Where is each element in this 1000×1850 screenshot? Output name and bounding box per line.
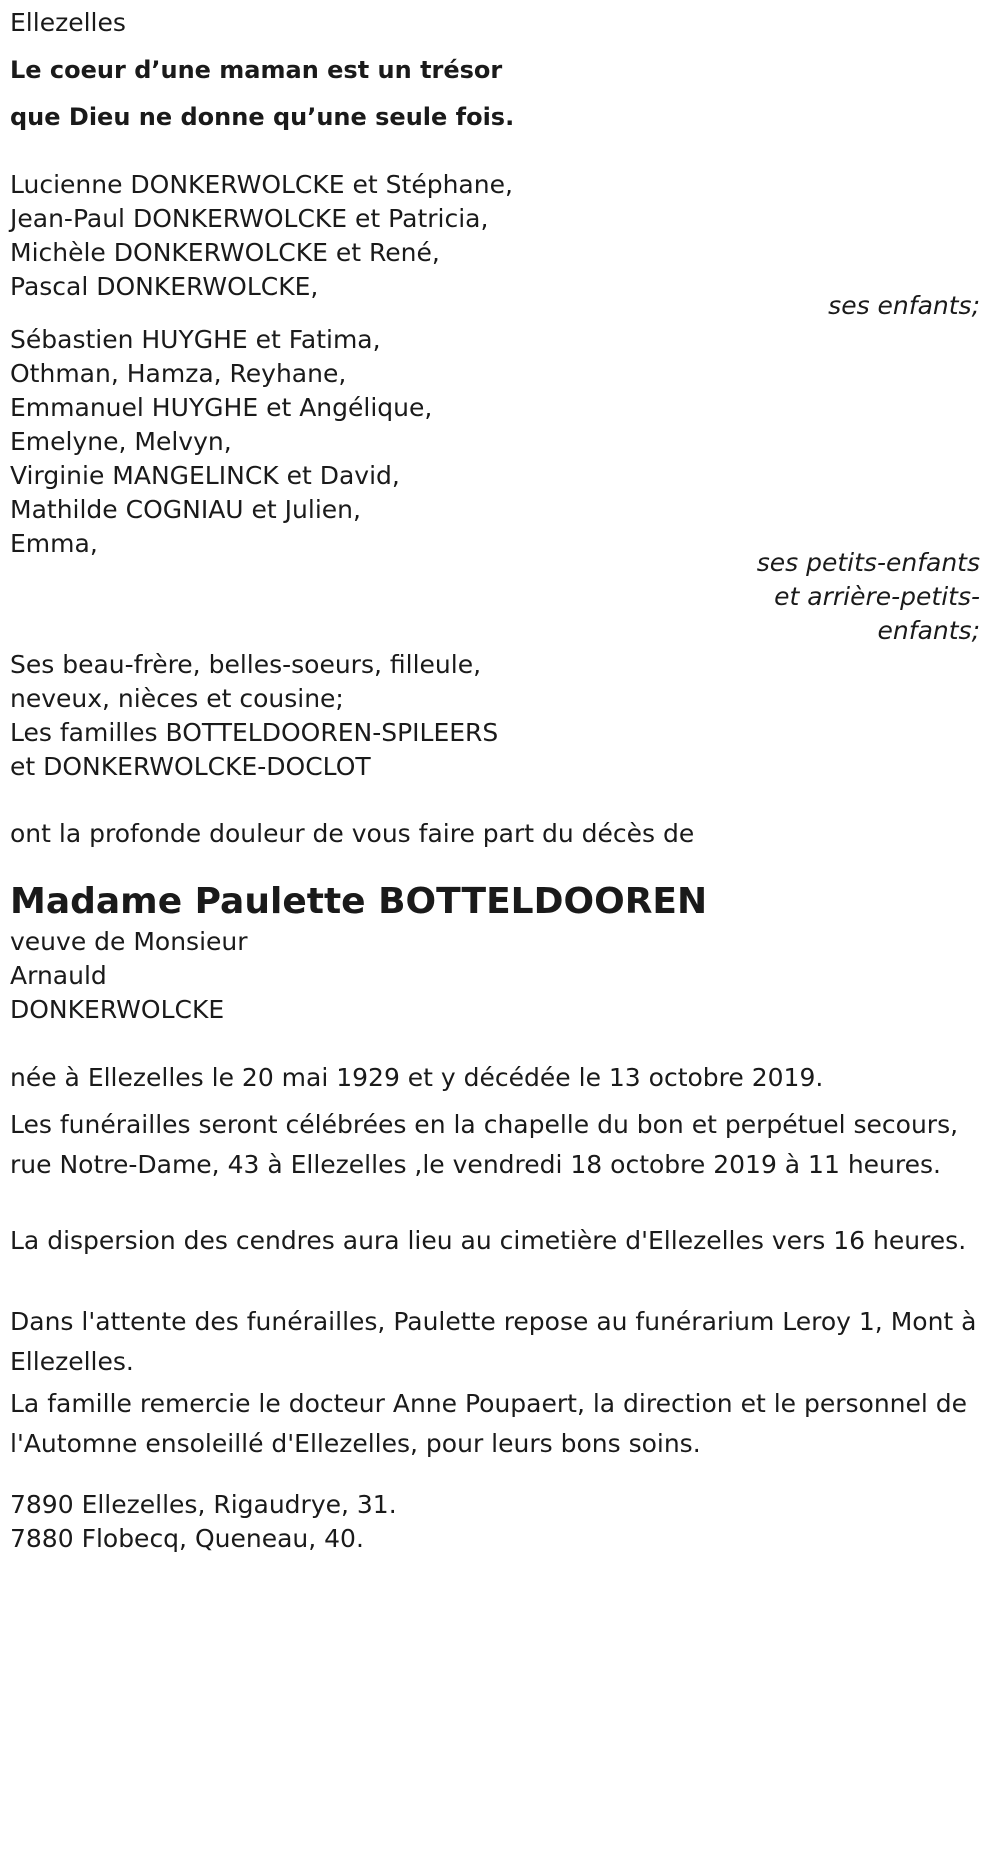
grandchildren-line: Sébastien HUYGHE et Fatima,: [10, 325, 381, 354]
children-line: Lucienne DONKERWOLCKE et Stéphane,: [10, 170, 513, 199]
ashes-text: La dispersion des cendres aura lieu au cimetière d'Ellezelles vers 16 heures.: [10, 1226, 967, 1255]
children-line: Pascal DONKERWOLCKE,: [10, 272, 319, 301]
widow-line: Arnauld: [10, 961, 107, 990]
deceased-name: Madame Paulette BOTTELDOOREN: [10, 881, 708, 922]
address-line: 7880 Flobecq, Queneau, 40.: [10, 1524, 364, 1553]
children-line: Jean-Paul DONKERWOLCKE et Patricia,: [10, 204, 489, 233]
grandchildren-role-line: enfants;: [877, 616, 980, 645]
grandchildren-line: Emmanuel HUYGHE et Angélique,: [10, 393, 433, 422]
funeral-text: Les funérailles seront célébrées en la chapelle du bon et perpétuel secours, rue Notre-Dame, 43 à Ellezelles ,le vendredi 18 octobre 2019 à 11 heures.: [10, 1110, 959, 1179]
quote-line-1: Le coeur d’une maman est un trésor: [10, 56, 503, 84]
thanks-text: La famille remercie le docteur Anne Poupaert, la direction et le personnel de l'Automne ensoleillé d'Ellezelles, pour leurs bons soins.: [10, 1389, 968, 1458]
grandchildren-line: Emelyne, Melvyn,: [10, 427, 232, 456]
grandchildren-line: Mathilde COGNIAU et Julien,: [10, 495, 361, 524]
relatives-line: neveux, nièces et cousine;: [10, 684, 344, 713]
born-died-text: née à Ellezelles le 20 mai 1929 et y décédée le 13 octobre 2019.: [10, 1063, 824, 1092]
relatives-line: Ses beau-frère, belles-soeurs, filleule,: [10, 650, 482, 679]
relatives-line: et DONKERWOLCKE-DOCLOT: [10, 752, 371, 781]
widow-line: DONKERWOLCKE: [10, 995, 225, 1024]
children-role: ses enfants;: [828, 291, 980, 320]
rest-text: Dans l'attente des funérailles, Paulette repose au funérarium Leroy 1, Mont à Ellezelles.: [10, 1307, 977, 1376]
grandchildren-line: Othman, Hamza, Reyhane,: [10, 359, 347, 388]
relatives-line: Les familles BOTTELDOOREN-SPILEERS: [10, 718, 499, 747]
grandchildren-role-line: et arrière-petits-: [774, 582, 980, 611]
grandchildren-line: Emma,: [10, 529, 98, 558]
children-line: Michèle DONKERWOLCKE et René,: [10, 238, 440, 267]
announcement: ont la profonde douleur de vous faire part du décès de: [10, 819, 695, 848]
grandchildren-role-line: ses petits-enfants: [756, 548, 980, 577]
grandchildren-line: Virginie MANGELINCK et David,: [10, 461, 400, 490]
widow-line: veuve de Monsieur: [10, 927, 248, 956]
location-heading: Ellezelles: [10, 8, 126, 37]
address-line: 7890 Ellezelles, Rigaudrye, 31.: [10, 1490, 397, 1519]
quote-line-2: que Dieu ne donne qu’une seule fois.: [10, 103, 515, 131]
